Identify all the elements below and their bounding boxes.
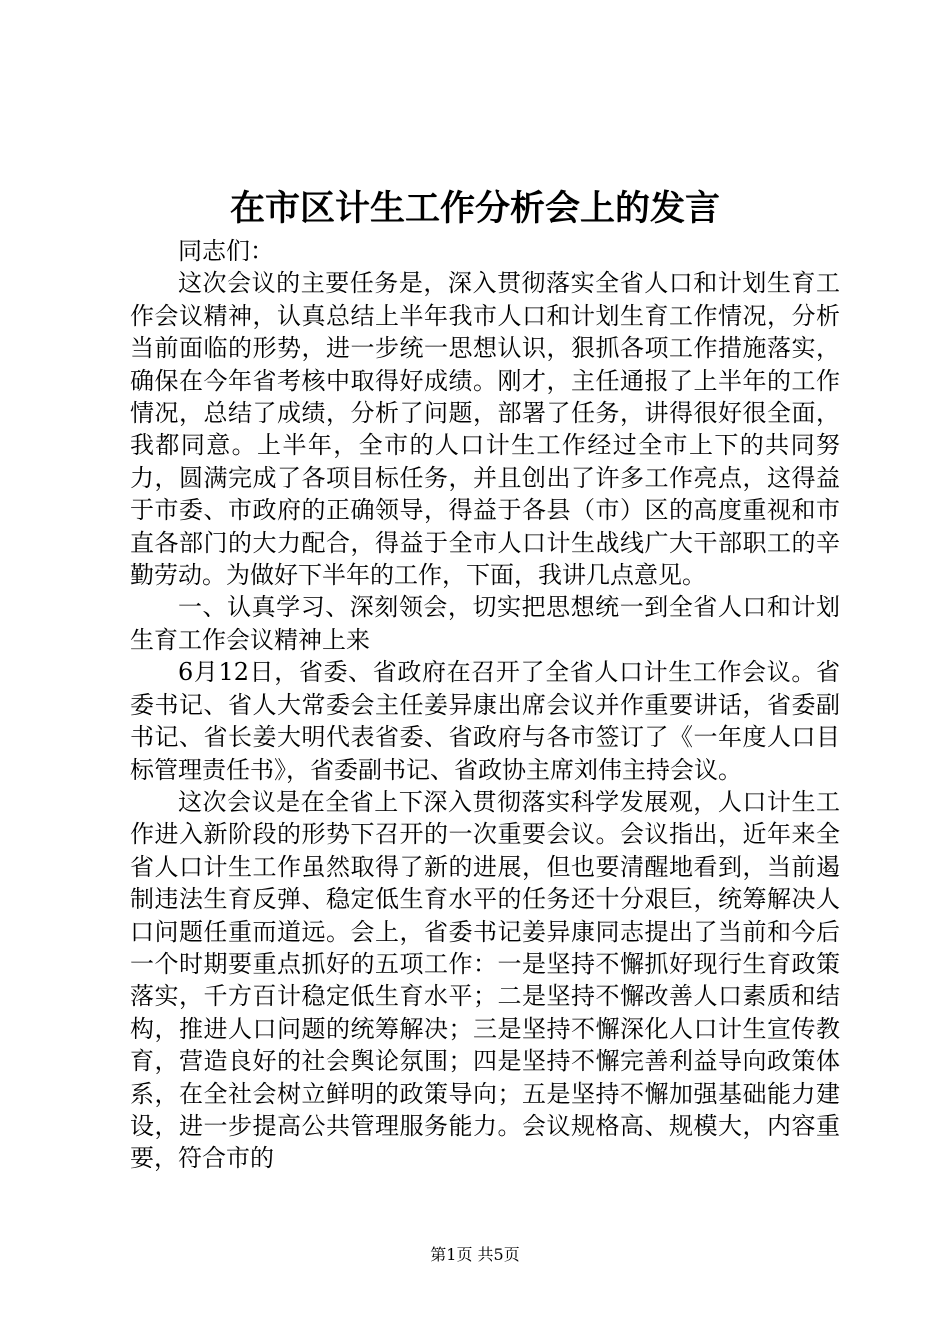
paragraph-1: 这次会议的主要任务是，深入贯彻落实全省人口和计划生育工作会议精神，认真总结上半年我市人口和计划生育工作情况，分析当前面临的形势，进一步统一思想认识，狠抓各项工作措施落实，确保在今年省考核中取得好成绩。刚才，主任通报了上半年的工作情况，总结了成绩，分析了问题，部署了任务，讲得很好很全面，我都同意。上半年，全市的人口计生工作经过全市上下的共同努力，圆满完成了各项目标任务，并且创出了许多工作亮点，这得益于市委、市政府的正确领导，得益于各县（市）区的高度重视和市直各部门的大力配合，得益于全市人口计生战线广大干部职工的辛勤劳动。为做好下半年的工作，下面，我讲几点意见。 (130, 269, 840, 590)
section-heading-1: 一、认真学习、深刻领会，切实把思想统一到全省人口和计划生育工作会议精神上来 (130, 593, 840, 654)
document-body (130, 235, 840, 1175)
paragraph-3: 这次会议是在全省上下深入贯彻落实科学发展观，人口计生工作进入新阶段的形势下召开的一次重要会议。会议指出，近年来全省人口计生工作虽然取得了新的进展，但也要清醒地看到，当前遏制违法生育反弹、稳定低生育水平的任务还十分艰巨，统筹解决人口问题任重而道远。会上，省委书记姜异康同志提出了当前和今后一个时期要重点抓好的五项工作：一是坚持不懈抓好现行生育政策落实，千方百计稳定低生育水平；二是坚持不懈改善人口素质和结构，推进人口问题的统筹解决；三是坚持不懈深化人口计生宣传教育，营造良好的社会舆论氛围；四是坚持不懈完善利益导向政策体系，在全社会树立鲜明的政策导向；五是坚持不懈加强基础能力建设，进一步提高公共管理服务能力。会议规格高、规模大，内容重要，符合市的 (130, 787, 840, 1173)
salutation: 同志们： (178, 237, 274, 265)
paragraph-2: 6月12日，省委、省政府在召开了全省人口计生工作会议。省委书记、省人大常委会主任姜异康出席会议并作重要讲话，省委副书记、省长姜大明代表省委、省政府与各市签订了《一年度人口目标管理责任书》，省委副书记、省政协主席刘伟主持会议。 (130, 658, 840, 784)
page-footer: 第1页 共5页 (430, 1245, 520, 1264)
document-title: 在市区计生工作分析会上的发言 (229, 188, 720, 229)
